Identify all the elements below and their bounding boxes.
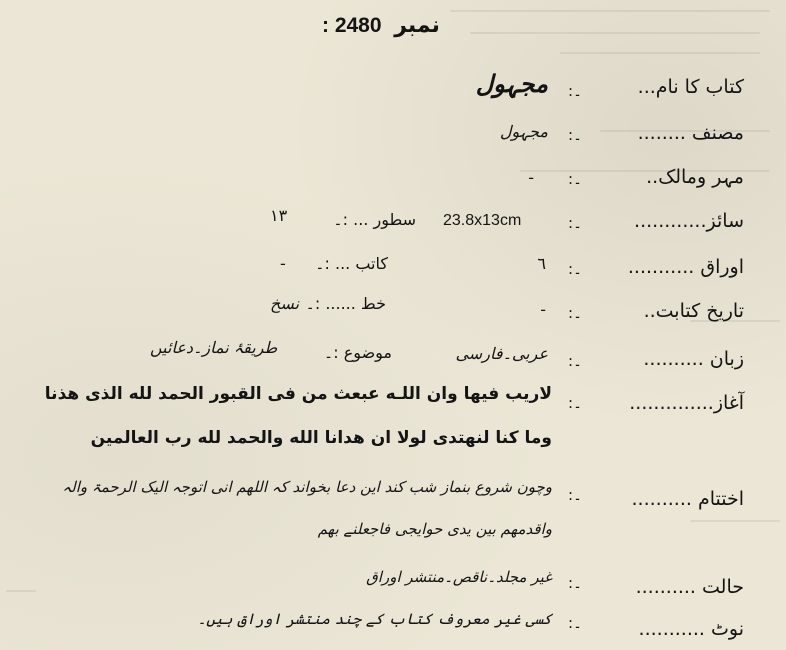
- beginning-text-line-2: وما كنا لنهتدى لولا ان هدانا الله والحمد لله رب العالمين: [90, 428, 552, 448]
- field-value-script: نسخ: [270, 294, 300, 313]
- field-colon-book-name: :۔: [568, 82, 582, 100]
- field-value-note: کسی غیر معروف کتاب کے چند منتشر اوراق ہیں۔: [197, 610, 552, 628]
- number-value: : 2480: [322, 14, 382, 37]
- field-value-size: 23.8x13cm: [443, 212, 522, 229]
- field-colon-condition: :۔: [568, 574, 582, 592]
- field-value-lines: ۱۳: [270, 206, 288, 225]
- number-heading: [322, 15, 440, 37]
- field-colon-folios: :۔: [568, 260, 582, 278]
- field-value-subject: طریقۂ نماز۔دعائیں: [150, 338, 278, 357]
- show-through-mark: [560, 52, 760, 54]
- field-value-book-name: مجہول: [475, 70, 548, 98]
- ending-text-line-1: وچون شروع بنماز شب کند این دعا بخواند کہ اللھم انی اتوجہ الیک الرحمۃ والہ: [62, 478, 552, 496]
- field-label-book-name: کتاب کا نام...: [637, 76, 744, 98]
- beginning-text-line-1: لاريب فيها وان اللـه عبعث من فى القبور الحمد لله الذى هذنا: [44, 384, 552, 404]
- field-value-author: مجہول: [499, 122, 548, 141]
- field-label-scribe: کاتب ... :۔: [315, 254, 388, 273]
- field-value-seal-owner: -: [528, 168, 534, 187]
- field-value-scribe: -: [280, 254, 286, 273]
- number-label: نمبر: [394, 13, 440, 38]
- field-label-date-of-writing: تاریخ کتابت..: [643, 300, 744, 322]
- field-colon-date-of-writing: :۔: [568, 304, 582, 322]
- field-label-author: مصنف ........: [637, 122, 744, 144]
- field-label-seal-owner: مہر ومالک..: [646, 166, 744, 188]
- field-colon-size: :۔: [568, 214, 582, 232]
- field-value-condition: غیر مجلد۔ناقص۔منتشر اوراق: [366, 568, 552, 586]
- field-colon-author: :۔: [568, 126, 582, 144]
- field-label-condition: حالت ..........: [635, 576, 744, 598]
- field-label-language: زبان ..........: [643, 348, 744, 370]
- field-colon-seal-owner: :۔: [568, 170, 582, 188]
- field-label-beginning: آغاز..............: [629, 392, 744, 414]
- field-label-subject: موضوع :۔: [323, 343, 392, 362]
- field-label-folios: اوراق ...........: [627, 256, 744, 278]
- field-label-ending: اختتام ..........: [631, 488, 744, 510]
- field-value-folios: ٦: [537, 254, 546, 273]
- show-through-mark: [470, 32, 760, 34]
- field-label-script: خط ...... :۔: [305, 294, 386, 313]
- show-through-mark: [690, 520, 780, 522]
- show-through-mark: [6, 590, 36, 592]
- field-value-date-of-writing: -: [540, 300, 546, 319]
- field-value-language: عربی۔فارسی: [455, 344, 548, 363]
- show-through-mark: [450, 10, 770, 12]
- field-label-lines: سطور ... :۔: [333, 210, 416, 229]
- field-colon-language: :۔: [568, 352, 582, 370]
- field-colon-beginning: :۔: [568, 394, 582, 412]
- field-colon-note: :۔: [568, 614, 582, 632]
- field-label-note: نوٹ ...........: [638, 618, 744, 640]
- field-label-size: سائز............: [634, 210, 744, 232]
- ending-text-line-2: واقدمهم بین یدی حوایجی فاجعلنے بھم: [317, 520, 552, 538]
- field-colon-ending: :۔: [568, 486, 582, 504]
